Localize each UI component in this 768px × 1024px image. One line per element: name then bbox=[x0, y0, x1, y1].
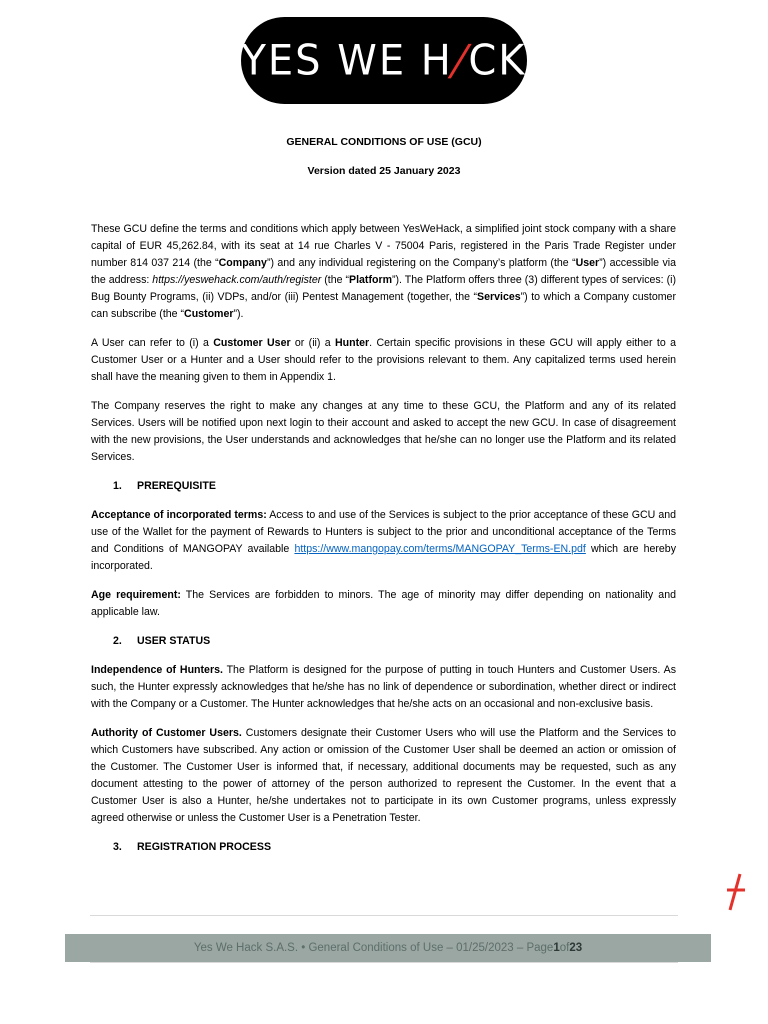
section-heading-prerequisite: 1. PREREQUISITE bbox=[113, 480, 216, 492]
document-version: Version dated 25 January 2023 bbox=[307, 165, 461, 177]
authority-paragraph: Authority of Customer Users. Customers designate their Customer Users who will use the Platform and the Services to which Customers have subscribed. Any action or omission of the Customer User shall be deemed an action or omission of the Customer. The Customer User is informed that, if necessary, additional documents may be requested, such as any document attesting to the power of attorney of the person authorized to represent the Customer. In the event that a Customer User is also a Hunter, he/she undertakes not to participate in its own Customer programs, unless expressly agreed otherwise or unless the Customer User is a Penetration Tester. bbox=[91, 727, 676, 824]
document-title: GENERAL CONDITIONS OF USE (GCU) bbox=[286, 136, 482, 148]
intro-paragraph-3: The Company reserves the right to make any changes at any time to these GCU, the Platform and any of its related Services. Users will be notified upon next login to their account and asked to accept the new GCU. In case of disagreement with the new provisions, the User understands and acknowledges that he/she can no longer use the Platform and its related Services. bbox=[91, 400, 676, 463]
acceptance-paragraph: Acceptance of incorporated terms: Access to and use of the Services is subject to the prior acceptance of these GCU and use of the Wallet for the payment of Rewards to Hunters is subject to the prior and unconditional acceptance of the Terms and Conditions of MANGOPAY available https://www.mangopay.com/terms/MANGOPAY_Terms-EN.pdf which are hereby incorporated. bbox=[91, 509, 676, 572]
logo-text: YES WE H/CK bbox=[241, 36, 527, 85]
intro-paragraph-1: These GCU define the terms and conditions which apply between YesWeHack, a simplified joint stock company with a share capital of EUR 45,262.84, with its seat at 14 rue Charles V - 75004 Paris, registered in the Paris Trade Register under number 814 037 214 (the “Company”) and any individual registering on the Company’s platform (the “User”) accessible via the address: https://yeswehack.com/auth/register (the “Platform”). The Platform offers three (3) different types of services: (i) Bug Bounty Programs, (ii) VDPs, and/or (iii) Pentest Management (together, the “Services”) to which a Company customer can subscribe (the “Customer”). bbox=[91, 223, 677, 320]
page-footer: Yes We Hack S.A.S. • General Conditions of Use – 01/25/2023 – Page 1 of 23 bbox=[65, 934, 711, 962]
section-heading-user-status: 2. USER STATUS bbox=[113, 635, 211, 647]
independence-paragraph: Independence of Hunters. The Platform is designed for the purpose of putting in touch Hunters and Customer Users. As such, the Hunter expressly acknowledges that he/she has no link of dependence or subordination, whether direct or indirect with the Company or a Customer. The Hunter acknowledges that he/she acts on an occasional and non-exclusive basis. bbox=[91, 664, 677, 710]
footer-divider-top bbox=[90, 915, 678, 916]
hack-slash-icon bbox=[726, 872, 746, 912]
mangopay-terms-link[interactable]: https://www.mangopay.com/terms/MANGOPAY_Terms-EN.pdf bbox=[294, 543, 586, 555]
page-total: 23 bbox=[569, 942, 583, 954]
page-number: 1 bbox=[553, 942, 560, 954]
footer-divider-bottom bbox=[90, 962, 678, 963]
section-heading-registration: 3. REGISTRATION PROCESS bbox=[113, 841, 272, 853]
age-requirement-paragraph: Age requirement: The Services are forbidden to minors. The age of minority may differ depending on nationality and applicable law. bbox=[91, 589, 676, 618]
yeswehack-logo bbox=[241, 17, 527, 104]
intro-paragraph-2: A User can refer to (i) a Customer User or (ii) a Hunter. Certain specific provisions in these GCU will apply either to a Customer User or a Hunter and a User should refer to the provisions relevant to them. Any capitalized terms used herein shall have the meaning given to them in Appendix 1. bbox=[91, 337, 676, 383]
document-body bbox=[91, 221, 676, 868]
